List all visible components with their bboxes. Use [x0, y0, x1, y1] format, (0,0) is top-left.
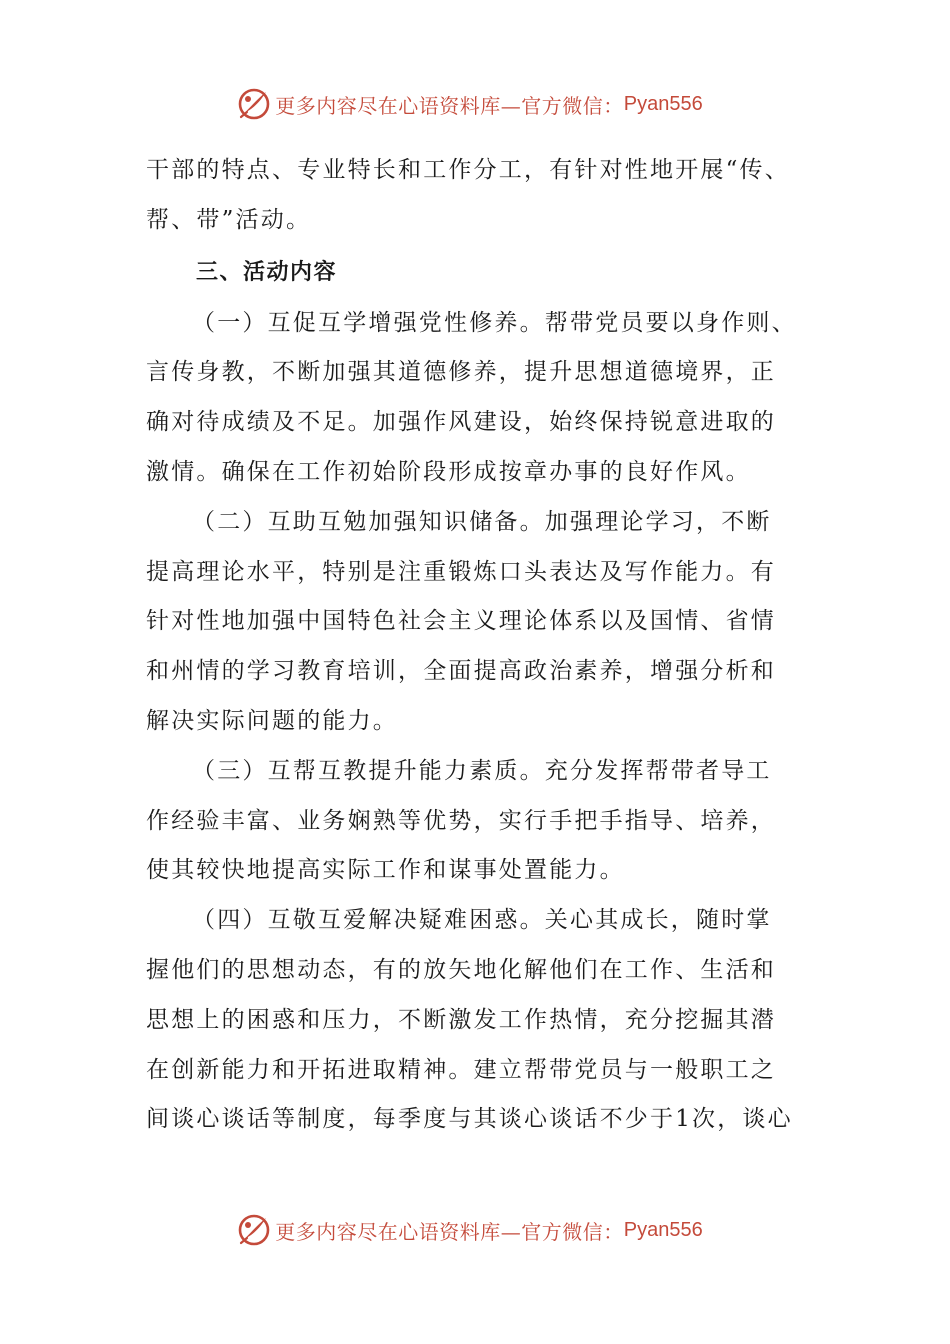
- text-line: 提高理论水平，特别是注重锻炼口头表达及写作能力。有: [146, 558, 776, 585]
- text-line: 言传身教，不断加强其道德修养，提升思想道德境界，正: [146, 359, 776, 386]
- text-line: 使其较快地提高实际工作和谋事处置能力。: [146, 857, 625, 884]
- footer-banner-text: 更多内容尽在心语资料库—官方微信：: [275, 1219, 624, 1244]
- text-line: 解决实际问题的能力。: [146, 707, 398, 734]
- quill-logo-icon: [237, 1213, 271, 1247]
- text-line: 在创新能力和开拓进取精神。建立帮带党员与一般职工之: [146, 1056, 776, 1083]
- header-banner-text: 更多内容尽在心语资料库—官方微信：: [275, 93, 624, 118]
- text-line: （一）互促互学增强党性修养。帮带党员要以身作则、: [192, 309, 797, 336]
- text-line: 针对性地加强中国特色社会主义理论体系以及国情、省情: [146, 608, 776, 635]
- text-line: 思想上的困惑和压力，不断激发工作热情，充分挖掘其潜: [146, 1006, 776, 1033]
- text-line: 激情。确保在工作初始阶段形成按章办事的良好作风。: [146, 458, 751, 485]
- text-line: 握他们的思想动态，有的放矢地化解他们在工作、生活和: [146, 956, 776, 983]
- footer-banner: [0, 1210, 950, 1250]
- text-line: 间谈心谈话等制度，每季度与其谈心谈话不少于1次，谈心: [146, 1106, 793, 1133]
- text-line: （四）互敬互爱解决疑难困惑。关心其成长，随时掌: [192, 907, 772, 934]
- text-line: 作经验丰富、业务娴熟等优势，实行手把手指导、培养，: [146, 807, 776, 834]
- text-line: 确对待成绩及不足。加强作风建设，始终保持锐意进取的: [146, 409, 776, 436]
- text-line: 帮、带”活动。: [146, 206, 312, 233]
- document-body: [146, 146, 811, 1145]
- text-line: 和州情的学习教育培训，全面提高政治素养，增强分析和: [146, 658, 776, 685]
- text-line: 干部的特点、专业特长和工作分工，有针对性地开展“传、: [146, 157, 790, 183]
- header-banner-handle: Pyan556: [623, 92, 703, 115]
- text-line: （二）互助互勉加强知识储备。加强理论学习，不断: [192, 508, 772, 535]
- header-banner: [0, 84, 950, 124]
- text-line: （三）互帮互教提升能力素质。充分发挥帮带者导工: [192, 757, 772, 784]
- section-heading: 三、活动内容: [196, 259, 338, 285]
- quill-logo-icon: [237, 87, 271, 121]
- footer-banner-handle: Pyan556: [623, 1218, 703, 1241]
